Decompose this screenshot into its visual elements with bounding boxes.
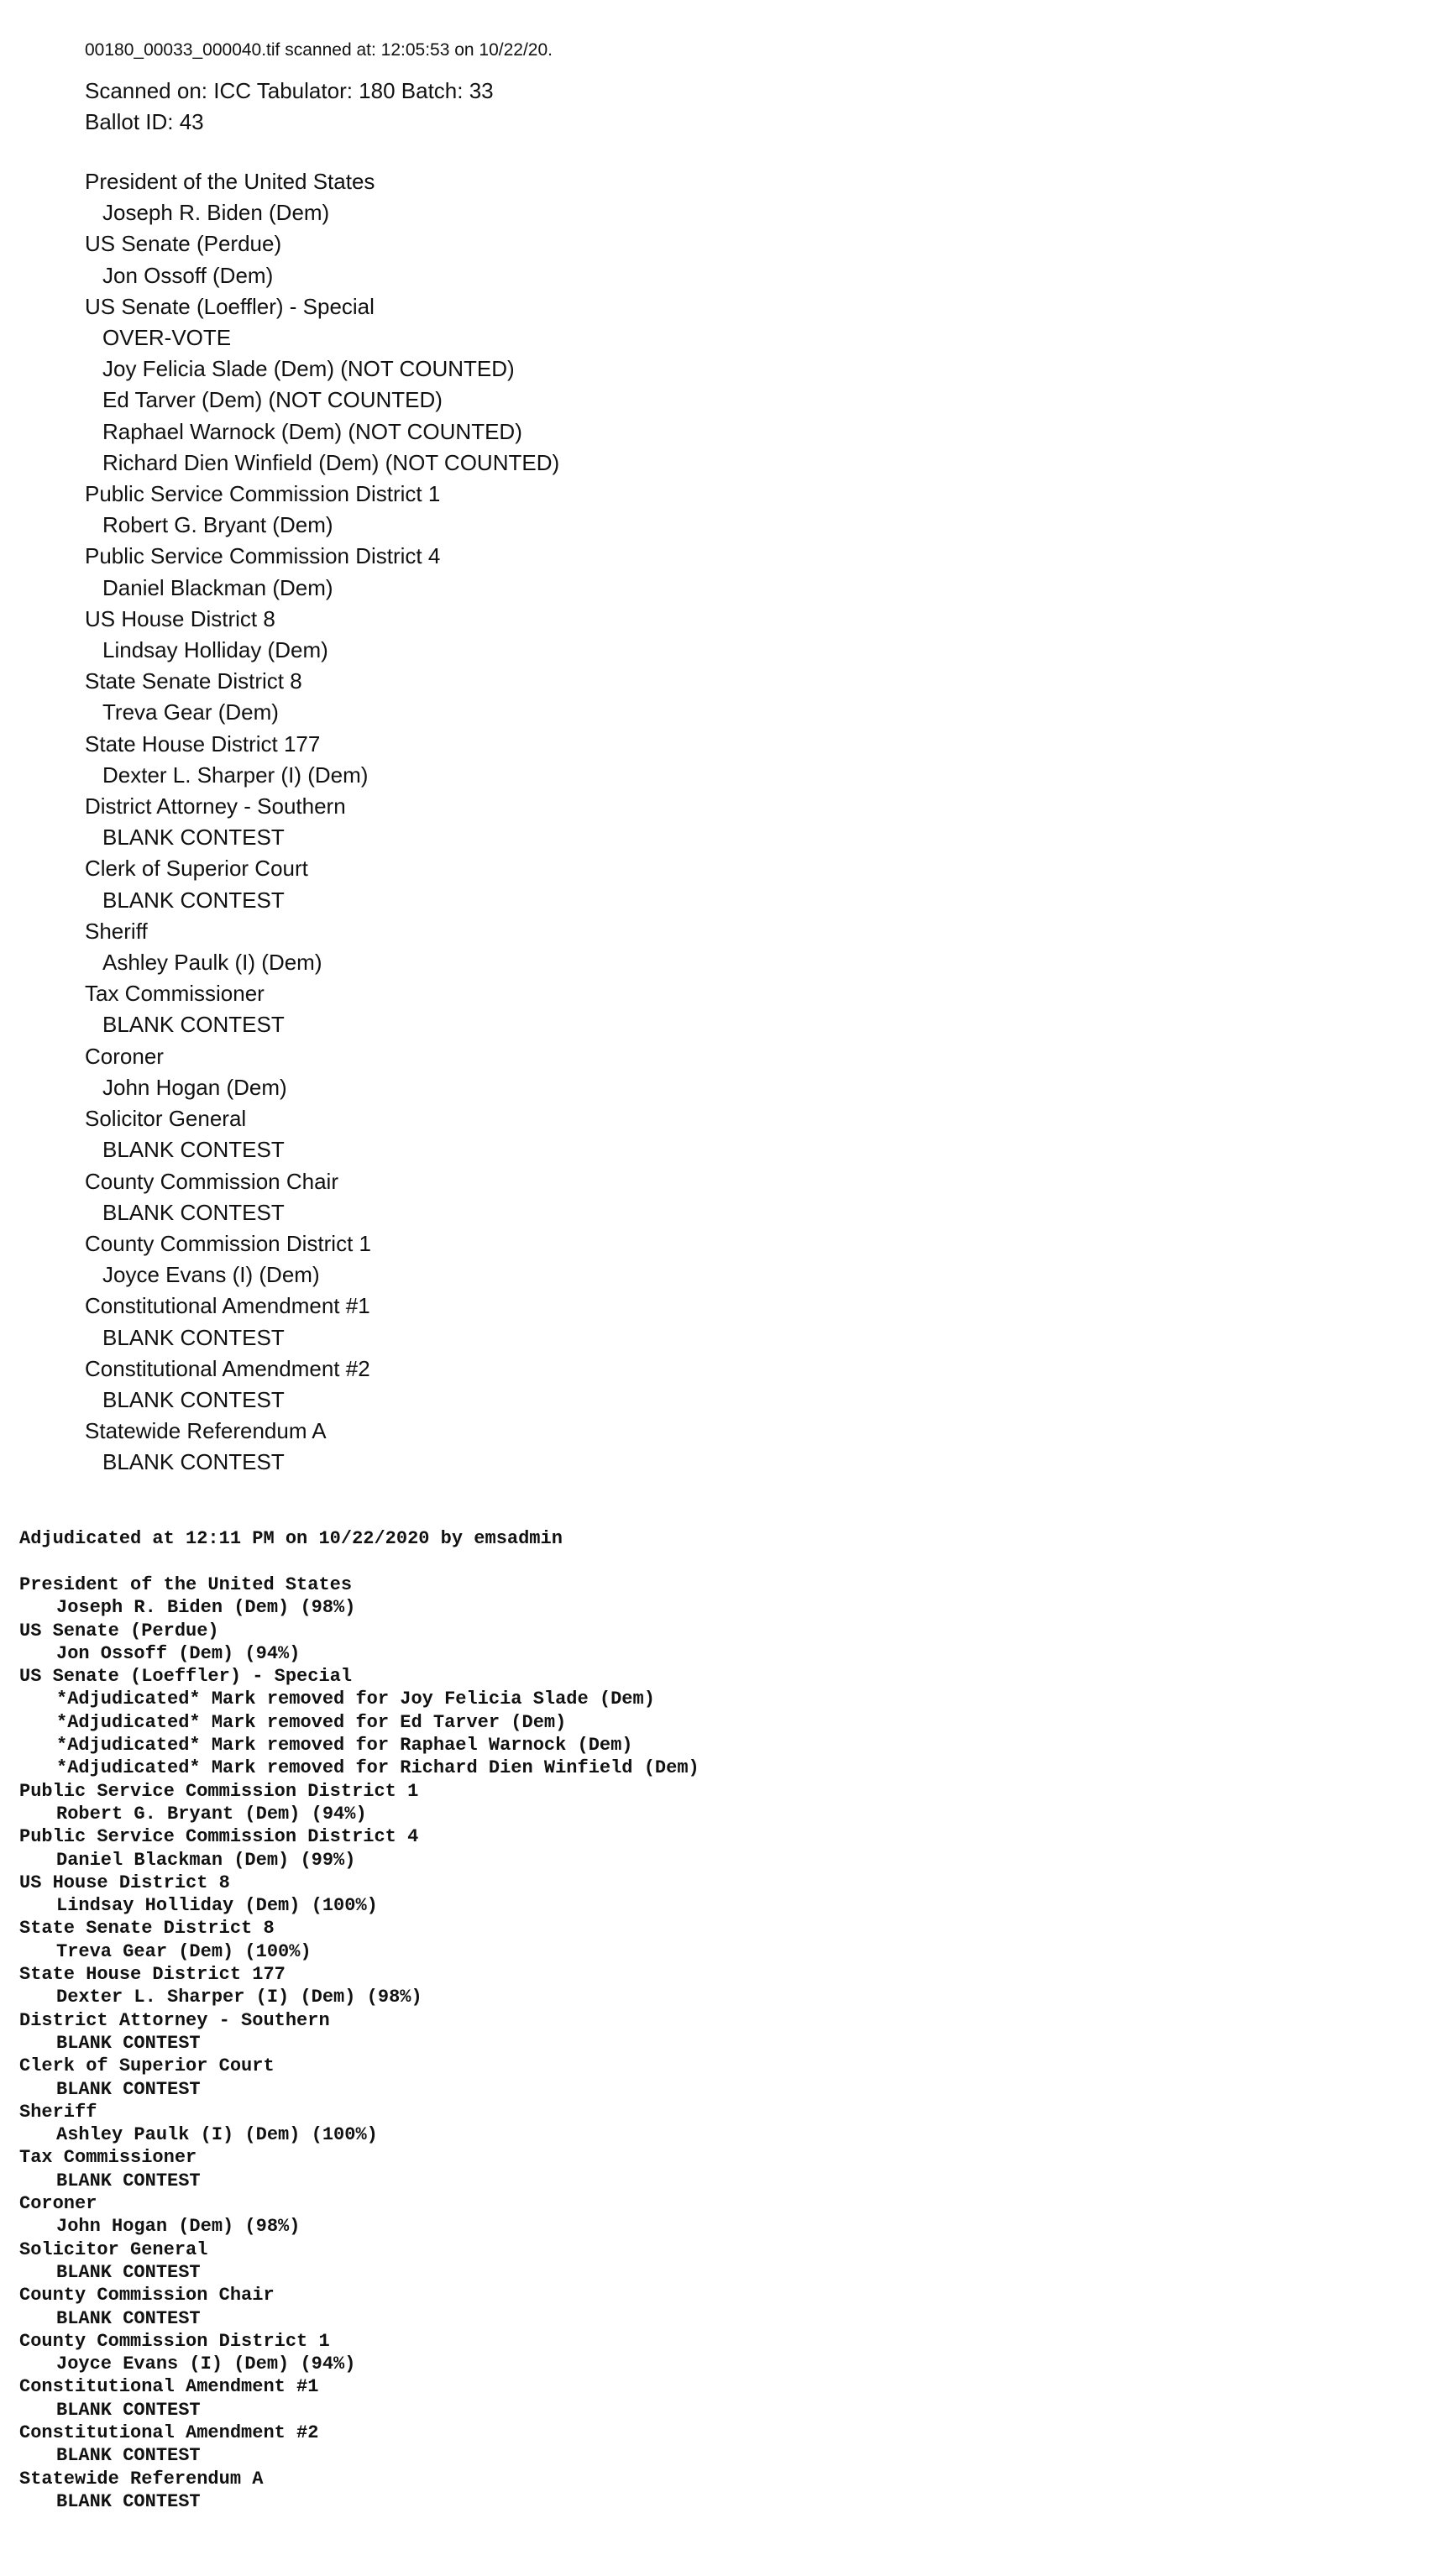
adjudication-header: Adjudicated at 12:11 PM on 10/22/2020 by emsadmin xyxy=(19,1528,563,1549)
race-title: Public Service Commission District 4 xyxy=(85,543,441,569)
race-title: Coroner xyxy=(85,1043,164,1069)
race-title: Clerk of Superior Court xyxy=(19,2055,275,2077)
race-selection: *Adjudicated* Mark removed for Richard Dien Winfield (Dem) xyxy=(56,1757,700,1779)
race-selection: John Hogan (Dem) xyxy=(102,1074,287,1100)
race-selection: Joyce Evans (I) (Dem) (94%) xyxy=(56,2353,356,2375)
race-title: Public Service Commission District 1 xyxy=(85,481,441,507)
race-selection: *Adjudicated* Mark removed for Raphael Warnock (Dem) xyxy=(56,1735,633,1757)
race-selection: Raphael Warnock (Dem) (NOT COUNTED) xyxy=(102,418,522,444)
race-selection: Treva Gear (Dem) xyxy=(102,699,279,725)
race-selection: *Adjudicated* Mark removed for Joy Felicia Slade (Dem) xyxy=(56,1689,655,1710)
race-title: US Senate (Perdue) xyxy=(19,1620,219,1641)
race-title: Tax Commissioner xyxy=(85,981,265,1007)
race-title: District Attorney - Southern xyxy=(19,2009,330,2031)
race-title: President of the United States xyxy=(85,169,375,194)
race-selection: BLANK CONTEST xyxy=(56,2445,201,2467)
race-selection: BLANK CONTEST xyxy=(56,2399,201,2421)
race-title: Tax Commissioner xyxy=(19,2147,197,2169)
race-title: Statewide Referendum A xyxy=(19,2468,264,2490)
race-selection: Richard Dien Winfield (Dem) (NOT COUNTED) xyxy=(102,449,560,475)
race-selection: Dexter L. Sharper (I) (Dem) (98%) xyxy=(56,1987,422,2008)
race-title: State House District 177 xyxy=(85,730,321,757)
race-selection: Daniel Blackman (Dem) xyxy=(102,574,333,600)
race-title: US House District 8 xyxy=(85,605,275,631)
race-title: Constitutional Amendment #1 xyxy=(19,2376,319,2398)
race-selection: BLANK CONTEST xyxy=(102,1137,285,1163)
race-selection: BLANK CONTEST xyxy=(56,2307,201,2329)
race-selection: Joseph R. Biden (Dem) (98%) xyxy=(56,1597,356,1619)
race-title: County Commission District 1 xyxy=(85,1230,371,1256)
race-selection: BLANK CONTEST xyxy=(56,2078,201,2100)
race-title: Solicitor General xyxy=(85,1106,247,1132)
scan-section xyxy=(85,39,559,1479)
race-selection: BLANK CONTEST xyxy=(56,2032,201,2054)
race-title: Coroner xyxy=(19,2193,97,2215)
race-title: County Commission Chair xyxy=(85,1168,338,1194)
race-title: US Senate (Loeffler) - Special xyxy=(19,1666,353,1688)
adjudication-race-list xyxy=(19,1573,700,2513)
race-selection: Ashley Paulk (I) (Dem) (100%) xyxy=(56,2124,378,2146)
race-selection: Lindsay Holliday (Dem) (100%) xyxy=(56,1895,378,1917)
race-title: US Senate (Loeffler) - Special xyxy=(85,293,375,319)
adjudication-section xyxy=(19,1527,700,2513)
race-title: State Senate District 8 xyxy=(19,1918,275,1940)
race-selection: Joy Felicia Slade (Dem) (NOT COUNTED) xyxy=(102,356,515,382)
race-title: Public Service Commission District 4 xyxy=(19,1826,419,1848)
race-selection: Robert G. Bryant (Dem) xyxy=(102,512,333,538)
race-title: US House District 8 xyxy=(19,1872,230,1893)
race-title: State House District 177 xyxy=(19,1964,286,1986)
race-selection: BLANK CONTEST xyxy=(56,2490,201,2512)
race-selection: Ashley Paulk (I) (Dem) xyxy=(102,950,322,976)
race-title: County Commission District 1 xyxy=(19,2330,330,2352)
race-selection: BLANK CONTEST xyxy=(102,887,285,913)
race-title: Sheriff xyxy=(19,2101,97,2123)
race-selection: BLANK CONTEST xyxy=(102,1012,285,1038)
race-title: Constitutional Amendment #2 xyxy=(19,2422,319,2443)
race-selection: *Adjudicated* Mark removed for Ed Tarver (Dem) xyxy=(56,1711,567,1733)
race-selection: BLANK CONTEST xyxy=(102,1324,285,1350)
race-title: Solicitor General xyxy=(19,2238,208,2260)
race-title: Statewide Referendum A xyxy=(85,1418,327,1444)
race-selection: Joyce Evans (I) (Dem) xyxy=(102,1262,320,1288)
race-selection: BLANK CONTEST xyxy=(102,1386,285,1412)
scan-header: 00180_00033_000040.tif scanned at: 12:05:53 on 10/22/20. xyxy=(85,40,553,60)
race-selection: Lindsay Holliday (Dem) xyxy=(102,637,328,663)
race-title: State Senate District 8 xyxy=(85,668,302,694)
race-title: US Senate (Perdue) xyxy=(85,231,282,257)
race-selection: BLANK CONTEST xyxy=(102,825,285,851)
race-selection: Ed Tarver (Dem) (NOT COUNTED) xyxy=(102,387,443,413)
scan-meta xyxy=(85,76,559,138)
scan-race-list xyxy=(85,166,559,1479)
race-title: Clerk of Superior Court xyxy=(85,856,308,882)
race-title: Public Service Commission District 1 xyxy=(19,1780,419,1802)
race-selection: BLANK CONTEST xyxy=(56,2261,201,2283)
race-selection: Robert G. Bryant (Dem) (94%) xyxy=(56,1803,367,1825)
race-title: Constitutional Amendment #2 xyxy=(85,1355,370,1381)
race-title: Sheriff xyxy=(85,918,148,944)
race-selection: BLANK CONTEST xyxy=(56,2170,201,2191)
race-title: Constitutional Amendment #1 xyxy=(85,1293,370,1319)
race-selection: Joseph R. Biden (Dem) xyxy=(102,200,330,226)
race-title: District Attorney - Southern xyxy=(85,793,346,819)
race-selection: Jon Ossoff (Dem) xyxy=(102,262,274,288)
race-selection: Dexter L. Sharper (I) (Dem) xyxy=(102,762,369,788)
race-selection: OVER-VOTE xyxy=(102,325,232,351)
race-selection: Daniel Blackman (Dem) (99%) xyxy=(56,1849,356,1871)
ballot-id-line: Ballot ID: 43 xyxy=(85,109,204,134)
race-selection: Treva Gear (Dem) (100%) xyxy=(56,1940,312,1962)
scan-meta-line: Scanned on: ICC Tabulator: 180 Batch: 33 xyxy=(85,78,494,103)
race-title: President of the United States xyxy=(19,1574,353,1595)
race-title: County Commission Chair xyxy=(19,2285,275,2306)
race-selection: BLANK CONTEST xyxy=(102,1449,285,1475)
race-selection: Jon Ossoff (Dem) (94%) xyxy=(56,1642,301,1664)
race-selection: BLANK CONTEST xyxy=(102,1199,285,1225)
race-selection: John Hogan (Dem) (98%) xyxy=(56,2216,301,2238)
